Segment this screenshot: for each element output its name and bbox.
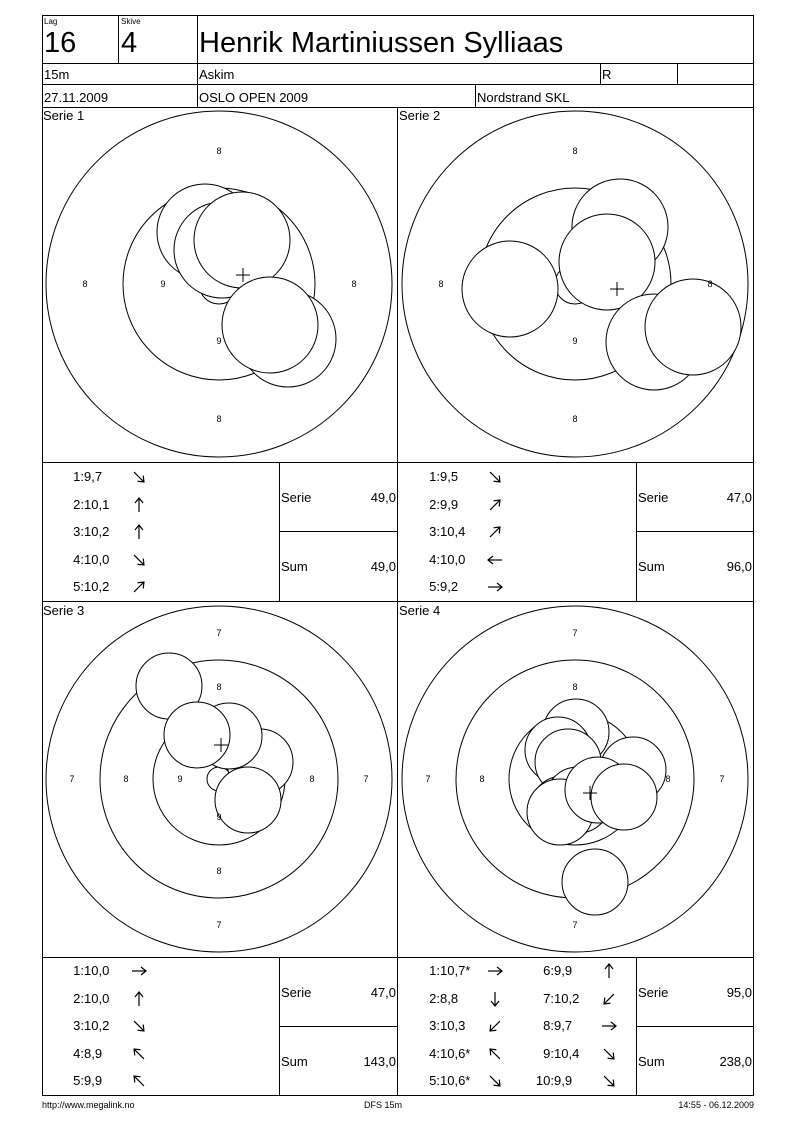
shot-direction-arrow-icon <box>128 551 150 569</box>
shot-direction-arrow-icon <box>128 1017 150 1035</box>
serie-4-title: Serie 4 <box>399 603 441 618</box>
shot-hole <box>164 702 230 768</box>
shot-number: 3: <box>73 524 84 539</box>
shot-value: 10,4 <box>554 1045 580 1061</box>
ring-label: 9 <box>177 774 183 784</box>
shot-number: 1: <box>429 469 440 484</box>
serie-1-title: Serie 1 <box>43 108 85 123</box>
serie-3-sum-value: 143,0 <box>363 1054 396 1069</box>
ring-label: 9 <box>160 279 166 289</box>
event-name: OSLO OPEN 2009 <box>199 90 309 105</box>
ring-label: 8 <box>438 279 444 289</box>
shot-hole <box>215 767 281 833</box>
shot-direction-arrow-icon <box>128 962 150 980</box>
shot-direction-arrow-icon <box>128 1072 150 1090</box>
shot-number: 5: <box>73 579 84 594</box>
lag-value: 16 <box>44 27 77 59</box>
serie-2-target <box>398 107 754 463</box>
shot-number: 2: <box>429 990 440 1006</box>
serie-2-serie-value: 47,0 <box>726 490 752 505</box>
shot-number: 3: <box>429 1018 440 1033</box>
serie-2-title: Serie 2 <box>399 108 441 123</box>
shot-value: 10,2 <box>554 990 580 1006</box>
shot-direction-arrow-icon <box>484 468 506 486</box>
ring-label: 7 <box>216 920 222 930</box>
shot-direction-arrow-icon <box>484 1045 506 1063</box>
ring-label: 8 <box>707 279 713 289</box>
shot-value: 8,8 <box>440 990 459 1006</box>
class-code: R <box>602 67 612 82</box>
shot-direction-arrow-icon <box>484 523 506 541</box>
shot-value: 10,0 <box>84 990 110 1006</box>
serie-1-sum-value: 49,0 <box>370 559 396 574</box>
shot-value: 9,9 <box>554 1073 573 1088</box>
venue-name: Nordstrand SKL <box>477 90 570 105</box>
shot-direction-arrow-icon <box>598 1045 620 1063</box>
serie-4-sum-value: 238,0 <box>719 1054 752 1069</box>
ring-label: 7 <box>572 920 578 930</box>
serie-1-sum-label: Sum <box>281 559 308 574</box>
footer-url[interactable]: http://www.megalink.no <box>42 1100 135 1110</box>
shot-value: 10,3 <box>440 1018 466 1033</box>
serie-4-serie-label: Serie <box>638 985 669 1000</box>
ring-label: 8 <box>216 414 222 424</box>
serie-2-sum-label: Sum <box>638 559 665 574</box>
serie-4-serie-value: 95,0 <box>726 985 752 1000</box>
shot-value: 9,2 <box>440 579 459 594</box>
shot-number: 4: <box>429 551 440 567</box>
serie-3-title: Serie 3 <box>43 603 85 618</box>
shot-value: 10,1 <box>84 496 110 512</box>
serie-3-serie-value: 47,0 <box>370 985 396 1000</box>
serie-3-target <box>42 602 398 958</box>
shot-number: 4: <box>73 1045 84 1061</box>
shot-value: 10,2 <box>84 579 110 594</box>
serie-3-sum-label: Sum <box>281 1054 308 1069</box>
shooter-name: Henrik Martiniussen Sylliaas <box>199 27 564 59</box>
shot-number: 7: <box>543 990 554 1006</box>
shot-value: 10,6* <box>440 1073 471 1088</box>
serie-1-target <box>42 107 398 463</box>
ring-label: 7 <box>572 628 578 638</box>
shot-number: 6: <box>543 963 554 978</box>
shot-direction-arrow-icon <box>598 990 620 1008</box>
shot-number: 4: <box>429 1045 440 1061</box>
shot-number: 10: <box>535 1073 554 1088</box>
serie-3-serie-label: Serie <box>281 985 312 1000</box>
shot-hole <box>645 279 741 375</box>
shot-number: 3: <box>429 524 440 539</box>
shot-value: 8,9 <box>84 1045 103 1061</box>
ring-label: 8 <box>309 774 315 784</box>
shot-direction-arrow-icon <box>484 1017 506 1035</box>
shot-number: 1: <box>429 963 440 978</box>
shot-number: 2: <box>429 496 440 512</box>
ring-label: 8 <box>572 146 578 156</box>
ring-label: 8 <box>572 414 578 424</box>
shot-direction-arrow-icon <box>484 551 506 569</box>
shot-number: 8: <box>543 1018 554 1033</box>
ring-label: 8 <box>216 146 222 156</box>
shot-number: 5: <box>429 1073 440 1088</box>
shot-value: 10,0 <box>440 551 466 567</box>
shot-hole <box>591 764 657 830</box>
shot-value: 10,7* <box>440 963 471 978</box>
ring-label: 8 <box>665 774 671 784</box>
footer-program: DFS 15m <box>364 1100 403 1110</box>
shot-hole <box>562 849 628 915</box>
shot-hole <box>194 192 290 288</box>
event-date: 27.11.2009 <box>44 90 109 105</box>
shot-value: 10,0 <box>84 963 110 978</box>
ring-label: 8 <box>479 774 485 784</box>
shot-direction-arrow-icon <box>128 578 150 596</box>
ring-label: 8 <box>123 774 129 784</box>
ring-label: 8 <box>82 279 88 289</box>
ring-label: 8 <box>572 682 578 692</box>
shot-direction-arrow-icon <box>484 990 506 1008</box>
shot-number: 4: <box>73 551 84 567</box>
shot-hole <box>462 241 558 337</box>
shot-value: 9,7 <box>84 469 103 484</box>
shot-direction-arrow-icon <box>128 496 150 514</box>
shot-value: 10,4 <box>440 524 466 539</box>
shot-direction-arrow-icon <box>484 1072 506 1090</box>
skive-value: 4 <box>121 27 138 59</box>
shot-direction-arrow-icon <box>128 990 150 1008</box>
shot-value: 9,7 <box>554 1018 573 1033</box>
ring-label: 8 <box>216 866 222 876</box>
shot-direction-arrow-icon <box>484 496 506 514</box>
shot-direction-arrow-icon <box>598 1017 620 1035</box>
ring-label: 9 <box>572 336 578 346</box>
shot-direction-arrow-icon <box>128 468 150 486</box>
footer-timestamp: 14:55 - 06.12.2009 <box>678 1100 754 1110</box>
shot-number: 5: <box>73 1073 84 1088</box>
shot-direction-arrow-icon <box>484 578 506 596</box>
club-name: Askim <box>199 67 235 82</box>
shot-number: 3: <box>73 1018 84 1033</box>
shot-value: 10,6* <box>440 1045 471 1061</box>
shot-direction-arrow-icon <box>128 523 150 541</box>
ring-label: 8 <box>216 682 222 692</box>
shot-value: 9,9 <box>440 496 459 512</box>
shot-direction-arrow-icon <box>598 962 620 980</box>
shot-value: 9,5 <box>440 469 459 484</box>
serie-1-serie-value: 49,0 <box>370 490 396 505</box>
lag-label: Lag <box>44 17 58 26</box>
serie-4-sum-label: Sum <box>638 1054 665 1069</box>
shot-direction-arrow-icon <box>598 1072 620 1090</box>
shot-number: 2: <box>73 496 84 512</box>
shot-value: 9,9 <box>84 1073 103 1088</box>
shot-value: 10,0 <box>84 551 110 567</box>
ring-label: 8 <box>351 279 357 289</box>
shot-value: 10,2 <box>84 524 110 539</box>
shot-number: 2: <box>73 990 84 1006</box>
ring-label: 7 <box>363 774 369 784</box>
shot-value: 10,2 <box>84 1018 110 1033</box>
shot-value: 9,9 <box>554 963 573 978</box>
skive-label: Skive <box>121 17 141 26</box>
serie-2-serie-label: Serie <box>638 490 669 505</box>
ring-label: 9 <box>216 336 222 346</box>
shot-direction-arrow-icon <box>484 962 506 980</box>
shot-direction-arrow-icon <box>128 1045 150 1063</box>
shot-hole <box>222 277 318 373</box>
serie-2-sum-value: 96,0 <box>726 559 752 574</box>
serie-1-serie-label: Serie <box>281 490 312 505</box>
ring-label: 7 <box>69 774 75 784</box>
class-label: 15m <box>44 67 70 82</box>
ring-label: 7 <box>425 774 431 784</box>
ring-label: 9 <box>216 812 222 822</box>
ring-label: 7 <box>719 774 725 784</box>
serie-4-target <box>398 602 754 958</box>
ring-label: 7 <box>216 628 222 638</box>
shot-number: 1: <box>73 469 84 484</box>
shot-number: 1: <box>73 963 84 978</box>
shot-number: 9: <box>543 1045 554 1061</box>
shot-number: 5: <box>429 579 440 594</box>
